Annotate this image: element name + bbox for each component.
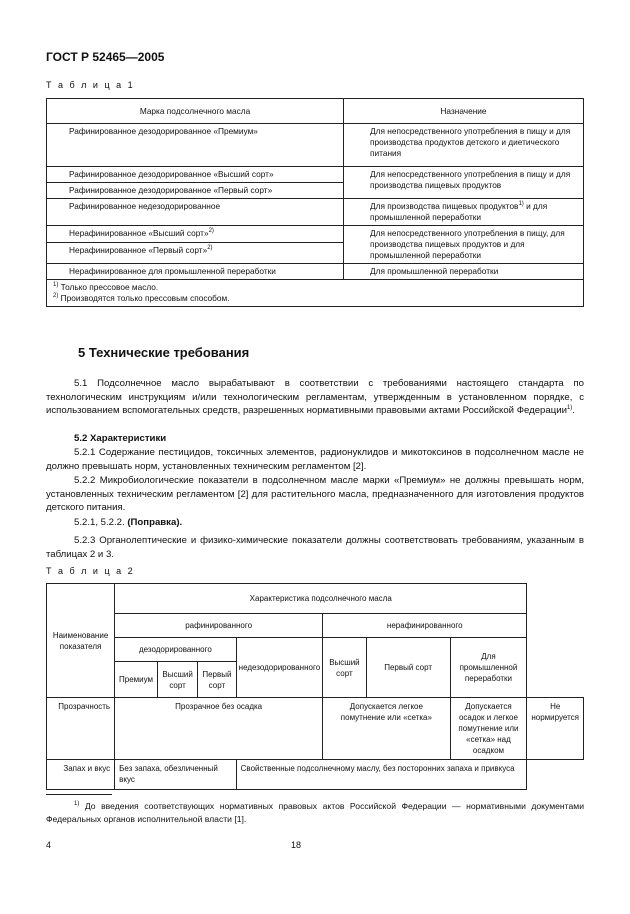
footnote-separator xyxy=(46,794,112,795)
document-code: ГОСТ Р 52465—2005 xyxy=(46,50,165,64)
table1 xyxy=(46,98,584,307)
table1-caption: Т а б л и ц а 1 xyxy=(46,80,135,90)
footnote-ref: 2) xyxy=(207,245,213,252)
amendment-label: (Поправка). xyxy=(127,517,183,528)
table2-header-name: Наименование показателя xyxy=(47,584,115,698)
table1-row-purpose xyxy=(344,199,584,226)
table1-row-purpose: Для промышленной переработки xyxy=(344,264,584,280)
table2-row-name: Прозрачность xyxy=(47,698,115,760)
table1-row-mark: Рафинированное дезодорированное «Высший сорт» xyxy=(47,167,344,183)
footnote-ref: 1) xyxy=(566,404,573,411)
table2-header-first: Первый сорт xyxy=(198,662,236,698)
table2-caption: Т а б л и ц а 2 xyxy=(46,566,135,576)
table2-cell: Допускается осадок и легкое помутнение или «сетка» над осадком xyxy=(450,698,527,760)
table2-header-top: Высший сорт xyxy=(158,662,198,698)
table1-row-mark xyxy=(47,243,344,264)
table2-row-name: Запах и вкус xyxy=(47,760,115,790)
table2 xyxy=(46,583,584,790)
footnote-ref: 1) xyxy=(518,201,524,208)
section-title: 5 Технические требования xyxy=(78,345,250,360)
paragraph-text: 5.2.1, 5.2.2. xyxy=(74,517,128,528)
paragraph-text: 5.1 Подсолнечное масло вырабатывают в соответствии с требованиями настоящего стандарта по технологическим инструкциям и/или технологическим регламентам, утвержденным в установленном порядке, с использованием вспомогательных средств, разрешенных нормативными правовыми актами Российской Федерации xyxy=(46,378,584,416)
footnote-mark: 1) xyxy=(53,282,59,289)
paragraph-5-1 xyxy=(46,377,584,418)
table1-row-purpose-text: Для производства пищевых продуктов xyxy=(370,201,519,211)
table1-row-purpose: Для непосредственного употребления в пищу и для производства пищевых продуктов xyxy=(344,167,584,199)
page-number-center: 18 xyxy=(291,840,302,850)
table2-header-unrefined-top: Высший сорт xyxy=(323,638,367,698)
table1-row-mark-text: Нерафинированное «Первый сорт» xyxy=(69,245,208,255)
page-footnote xyxy=(46,800,584,826)
table1-row-mark-text: Нерафинированное «Высший сорт» xyxy=(69,228,209,238)
paragraph-5-2-1: 5.2.1 Содержание пестицидов, токсичных элементов, радионуклидов и микотоксинов в подсолнечном масле не должно превышать норм, установленных техническим регламентом [2]. xyxy=(46,447,584,472)
table2-cell: Свойственные подсолнечному маслу, без посторонних запаха и привкуса xyxy=(236,760,527,790)
table2-header-premium: Премиум xyxy=(115,662,158,698)
paragraph-text: . xyxy=(572,405,575,416)
table1-row-mark: Рафинированное недезодорированное xyxy=(47,199,344,226)
footnote-mark: 1) xyxy=(74,801,80,808)
table2-header-characteristic: Характеристика подсолнечного масла xyxy=(115,584,527,614)
table2-header-industrial: Для промышленной переработки xyxy=(450,638,527,698)
table2-cell: Без запаха, обезличенный вкус xyxy=(115,760,237,790)
page-number-left: 4 xyxy=(46,840,52,850)
table2-header-refined: рафинированного xyxy=(115,614,323,638)
table1-row-purpose-text: и для промышленной переработки xyxy=(370,201,548,222)
table1-row-mark: Нерафинированное для промышленной переработки xyxy=(47,264,344,280)
paragraph-amendment xyxy=(46,516,584,530)
table1-header-mark: Марка подсолнечного масла xyxy=(47,99,344,124)
table1-row-mark: Рафинированное дезодорированное «Первый сорт» xyxy=(47,183,344,199)
table1-header-purpose: Назначение xyxy=(344,99,584,124)
footnote-text: Производятся только прессовым способом. xyxy=(58,293,230,303)
table1-footnote xyxy=(53,293,577,304)
table1-row-purpose: Для непосредственного употребления в пищу, для производства пищевых продуктов и для промышленной переработки xyxy=(344,226,584,264)
table1-row-mark xyxy=(47,226,344,243)
table2-cell: Прозрачное без осадка xyxy=(115,698,323,760)
footnote-text: Только прессовое масло. xyxy=(58,282,159,292)
table2-header-nondeodorized: недезодорированного xyxy=(236,638,323,698)
paragraph-5-2-2: 5.2.2 Микробиологические показатели в подсолнечном масле марки «Премиум» не должны превышать норм, установленных техническим регламентом [2] для растительного масла, предназначенного для изготовления продуктов детского питания. xyxy=(46,475,584,513)
subsection-heading: 5.2 Характеристики xyxy=(74,433,167,444)
table2-header-unrefined-first: Первый сорт xyxy=(366,638,450,698)
table1-row-purpose: Для непосредственного употребления в пищу и для производства продуктов детского и диетического питания xyxy=(344,124,584,167)
table2-header-deodorized: дезодорированного xyxy=(115,638,237,662)
table1-footnote xyxy=(53,282,577,293)
footnote-text: До введения соответствующих нормативных правовых актов Российской Федерации — нормативными документами Федеральных органов исполнительной власти [1]. xyxy=(46,801,584,824)
paragraph-5-2-3: 5.2.3 Органолептические и физико-химические показатели должны соответствовать требованиям, указанным в таблицах 2 и 3. xyxy=(46,535,584,560)
table1-footnotes xyxy=(47,280,584,307)
footnote-ref: 2) xyxy=(208,228,214,235)
table1-row-mark: Рафинированное дезодорированное «Премиум» xyxy=(47,124,344,167)
footnote-mark: 2) xyxy=(53,293,59,300)
table2-cell: Допускается легкое помутнение или «сетка» xyxy=(323,698,450,760)
table2-cell: Не нормируется xyxy=(527,698,584,760)
table2-header-unrefined: нерафинированного xyxy=(323,614,527,638)
